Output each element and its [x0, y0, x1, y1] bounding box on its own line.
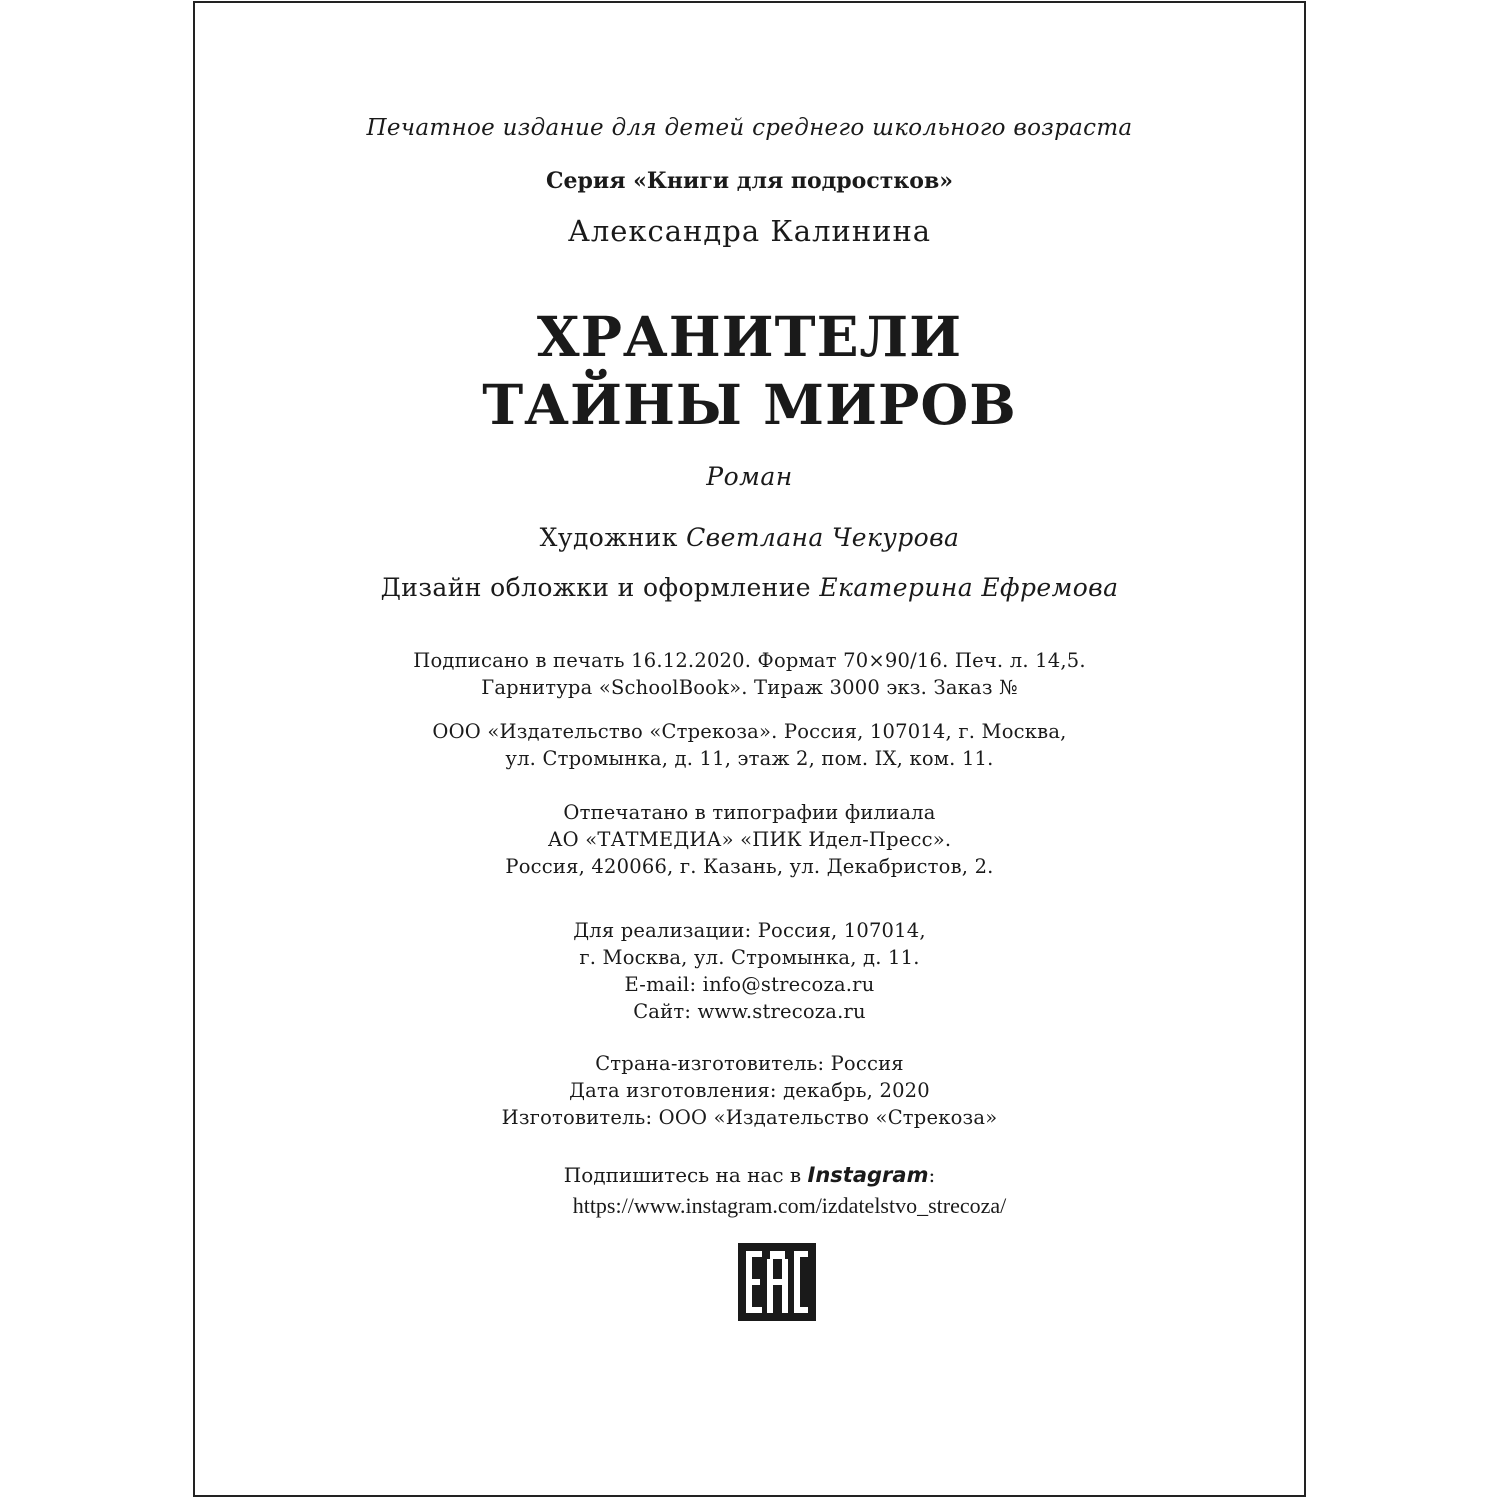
designer-role: Дизайн обложки и оформление [380, 573, 811, 602]
illustrator-credit [195, 523, 1304, 552]
edition-note: Печатное издание для детей среднего школьного возраста [366, 115, 1133, 141]
genre-label: Роман [706, 462, 793, 491]
manufacturing-info-line: Дата изготовления: декабрь, 2020 [569, 1079, 930, 1102]
book-title-line-2: ТАЙНЫ МИРОВ [482, 372, 1017, 437]
distribution-info-line: г. Москва, ул. Стромынка, д. 11. [579, 946, 920, 969]
social-prompt-suffix: : [928, 1163, 936, 1187]
illustrator-name: Светлана Чекурова [686, 523, 960, 552]
printing-info-line: Подписано в печать 16.12.2020. Формат 70×90/16. Печ. л. 14,5. [413, 649, 1086, 672]
distribution-info [195, 917, 1304, 1025]
manufacturing-info [195, 1050, 1304, 1131]
imprint-page [193, 1, 1306, 1497]
publisher-address-line: ООО «Издательство «Стрекоза». Россия, 107014, г. Москва, [432, 720, 1067, 743]
publisher-address-line: ул. Стромынка, д. 11, этаж 2, пом. IX, ком. 11. [505, 747, 994, 770]
eac-mark-icon [738, 1243, 816, 1321]
illustrator-role: Художник [539, 523, 678, 552]
eac-mark-glyph [738, 1243, 816, 1321]
printing-info [195, 647, 1304, 701]
designer-credit [195, 573, 1304, 602]
printer-info [195, 799, 1304, 880]
printing-info-line: Гарнитура «SchoolBook». Тираж 3000 экз. Заказ № [481, 676, 1018, 699]
author-name: Александра Калинина [567, 214, 932, 248]
designer-name: Екатерина Ефремова [819, 573, 1119, 602]
distribution-info-line: Для реализации: Россия, 107014, [573, 919, 926, 942]
email-line: E-mail: info@strecoza.ru [624, 973, 875, 996]
social-prompt-text: Подпишитесь на нас в [563, 1163, 808, 1187]
social-prompt [195, 1163, 1304, 1187]
instagram-url: https://www.instagram.com/izdatelstvo_strecoza/ [572, 1193, 1007, 1218]
series-label: Серия «Книги для подростков» [546, 168, 953, 194]
manufacturing-info-line: Изготовитель: ООО «Издательство «Стрекоза» [501, 1106, 998, 1129]
instagram-brand: Instagram [807, 1163, 929, 1187]
manufacturing-info-line: Страна-изготовитель: Россия [595, 1052, 904, 1075]
publisher-address [195, 718, 1304, 772]
printer-info-line: Россия, 420066, г. Казань, ул. Декабристов, 2. [505, 855, 994, 878]
printer-info-line: АО «ТАТМЕДИА» «ПИК Идел-Пресс». [547, 828, 952, 851]
book-title-line-1: ХРАНИТЕЛИ [536, 304, 963, 369]
website-line: Сайт: www.strecoza.ru [633, 1000, 866, 1023]
printer-info-line: Отпечатано в типографии филиала [563, 801, 936, 824]
